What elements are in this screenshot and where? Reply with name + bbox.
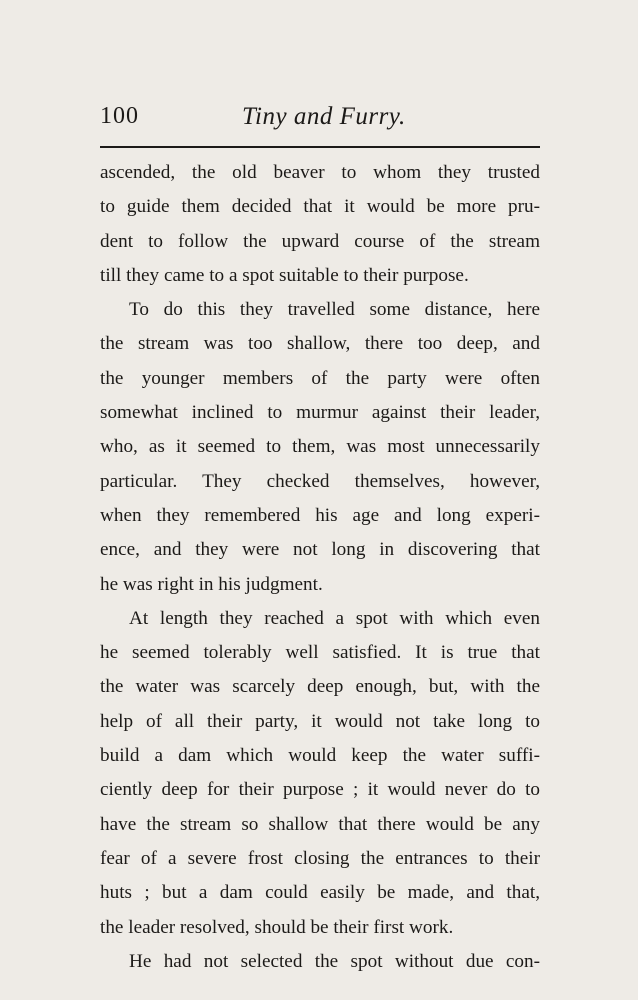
- text-line: have the stream so shallow that there would be any: [100, 813, 540, 835]
- text-line: dent to follow the upward course of the stream: [100, 230, 540, 252]
- text-line: when they remembered his age and long experi-: [100, 504, 540, 526]
- text-line: fear of a severe frost closing the entrances to their: [100, 847, 540, 869]
- text-line: the stream was too shallow, there too deep, and: [100, 333, 540, 355]
- text-line: particular. They checked themselves, however,: [100, 470, 540, 492]
- text-line: ciently deep for their purpose ; it would never do to: [100, 779, 540, 801]
- body-text: [100, 156, 540, 979]
- page-header: [100, 103, 540, 137]
- text-line: he was right in his judgment.: [100, 573, 323, 595]
- text-line: At length they reached a spot with which even: [129, 607, 540, 629]
- text-line: To do this they travelled some distance, here: [129, 299, 540, 321]
- text-line: help of all their party, it would not take long to: [100, 710, 540, 732]
- text-line: the water was scarcely deep enough, but, with the: [100, 676, 540, 698]
- running-title: Tiny and Furry.: [242, 103, 406, 130]
- text-line: who, as it seemed to them, was most unnecessarily: [100, 436, 540, 458]
- text-line: the leader resolved, should be their first work.: [100, 916, 454, 938]
- text-line: ence, and they were not long in discovering that: [100, 539, 540, 561]
- header-rule: [100, 146, 540, 148]
- text-line: the younger members of the party were often: [100, 367, 540, 389]
- text-line: He had not selected the spot without due con-: [129, 950, 540, 972]
- page-number: 100: [100, 103, 139, 129]
- text-line: till they came to a spot suitable to their purpose.: [100, 264, 469, 286]
- text-line: somewhat inclined to murmur against their leader,: [100, 402, 540, 424]
- text-line: he seemed tolerably well satisfied. It is true that: [100, 642, 540, 664]
- text-line: build a dam which would keep the water suffi-: [100, 745, 540, 767]
- text-line: to guide them decided that it would be more pru-: [100, 196, 540, 218]
- text-line: ascended, the old beaver to whom they trusted: [100, 162, 540, 183]
- text-line: huts ; but a dam could easily be made, and that,: [100, 882, 540, 904]
